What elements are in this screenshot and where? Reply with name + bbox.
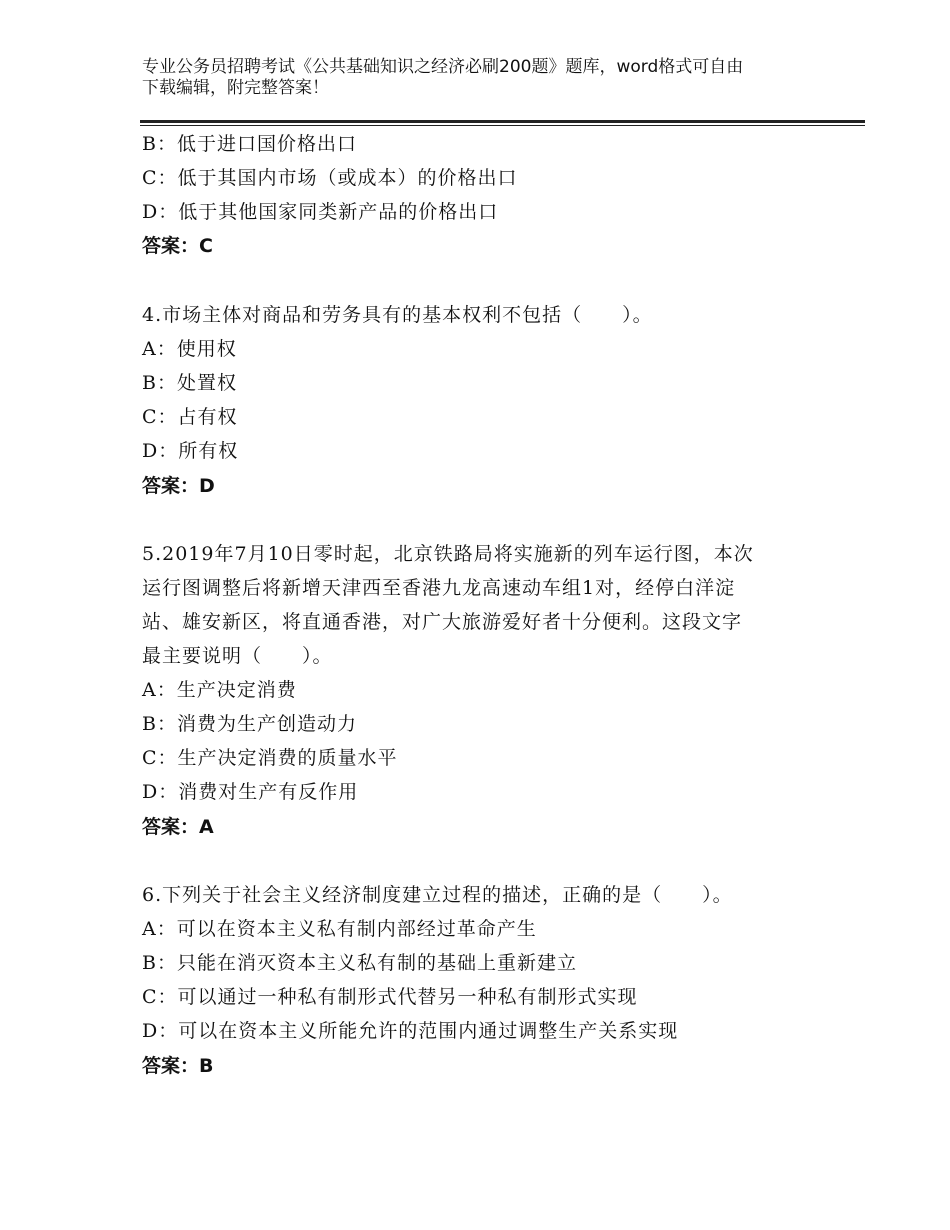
q5-stem-line-3: 站、雄安新区，将直通香港，对广大旅游爱好者十分便利。这段文字 [142, 611, 743, 633]
q4-option-a: A：使用权 [142, 338, 237, 360]
q5-stem-line-1: 5.2019年7月10日零时起，北京铁路局将实施新的列车运行图，本次 [142, 543, 754, 565]
q3-option-d: D：低于其他国家同类新产品的价格出口 [142, 201, 499, 223]
q5-option-d: D：消费对生产有反作用 [142, 781, 359, 803]
q6-option-b: B：只能在消灭资本主义私有制的基础上重新建立 [142, 952, 577, 974]
document-header [142, 57, 832, 99]
q5-option-b: B：消费为生产创造动力 [142, 713, 357, 735]
q6-option-c: C：可以通过一种私有制形式代替另一种私有制形式实现 [142, 986, 638, 1008]
q4-answer: 答案：D [142, 475, 215, 497]
q6-stem: 6.下列关于社会主义经济制度建立过程的描述，正确的是（ ）。 [142, 884, 733, 906]
q5-option-c: C：生产决定消费的质量水平 [142, 747, 398, 769]
q4-stem: 4.市场主体对商品和劳务具有的基本权利不包括（ ）。 [142, 304, 653, 326]
q3-option-b: B：低于进口国价格出口 [142, 133, 357, 155]
q6-option-d: D：可以在资本主义所能允许的范围内通过调整生产关系实现 [142, 1020, 679, 1042]
header-line-2: 下载编辑，附完整答案！ [142, 78, 329, 98]
q6-answer: 答案：B [142, 1055, 214, 1077]
header-divider-thin [140, 125, 865, 126]
q5-option-a: A：生产决定消费 [142, 679, 297, 701]
q4-option-c: C：占有权 [142, 406, 238, 428]
q5-stem-line-2: 运行图调整后将新增天津西至香港九龙高速动车组1对，经停白洋淀 [142, 577, 736, 599]
q3-answer: 答案：C [142, 235, 213, 257]
header-divider-thick [140, 120, 865, 123]
q6-option-a: A：可以在资本主义私有制内部经过革命产生 [142, 918, 537, 940]
q4-option-b: B：处置权 [142, 372, 237, 394]
q4-option-d: D：所有权 [142, 440, 239, 462]
header-line-1: 专业公务员招聘考试《公共基础知识之经济必刷200题》题库，word格式可自由 [142, 57, 744, 77]
q3-option-c: C：低于其国内市场（或成本）的价格出口 [142, 167, 518, 189]
q5-answer: 答案：A [142, 816, 214, 838]
q5-stem-line-4: 最主要说明（ ）。 [142, 645, 333, 667]
